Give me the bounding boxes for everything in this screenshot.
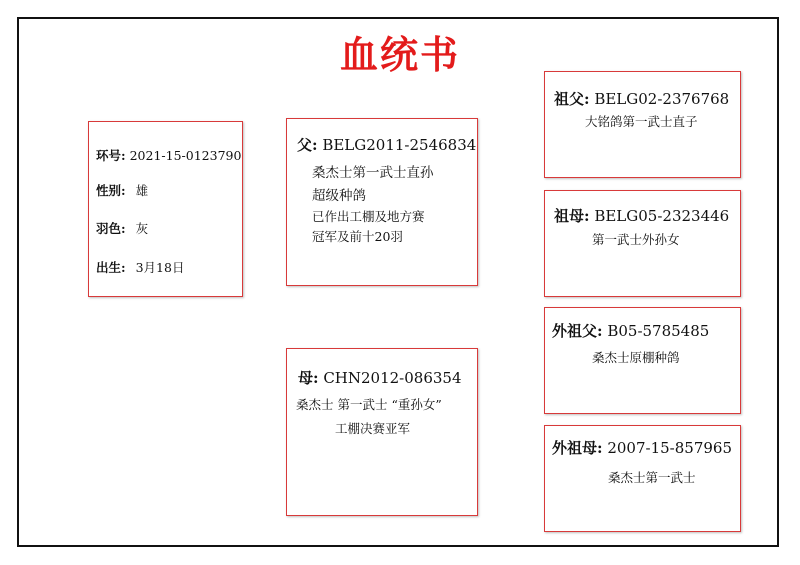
sex-label: 性别: <box>96 183 126 198</box>
birth-value: 3月18日 <box>135 260 185 275</box>
ring-number-value: 2021-15-0123790 <box>129 148 242 163</box>
maternal-grandmother-note: 桑杰士第一武士 <box>608 470 696 485</box>
color-row <box>96 219 148 237</box>
father-label: 父: <box>297 136 318 154</box>
father-note: 超级种鸽 <box>312 188 366 204</box>
father-header <box>297 134 476 155</box>
maternal-grandmother-ring: 2007-15-857965 <box>607 439 732 457</box>
maternal-grandfather-label: 外祖父: <box>552 322 603 340</box>
ring-number-label: 环号: <box>96 148 126 163</box>
grandmother-header <box>554 205 729 226</box>
pigeon-info-card <box>88 121 243 297</box>
document-title: 血统书 <box>339 33 460 77</box>
maternal-grandfather-note: 桑杰士原棚种鸽 <box>592 350 680 365</box>
ring-number-row <box>96 146 241 164</box>
sex-row <box>96 181 148 199</box>
father-ring: BELG2011-2546834 <box>322 136 477 154</box>
maternal-grandmother-label: 外祖母: <box>552 439 603 457</box>
color-label: 羽色: <box>96 221 126 236</box>
mother-ring: CHN2012-086354 <box>323 369 462 387</box>
father-card <box>286 118 478 286</box>
father-note: 桑杰士第一武士直孙 <box>312 165 434 181</box>
mother-header <box>298 367 462 388</box>
grandfather-ring: BELG02-2376768 <box>594 90 730 108</box>
grandmother-ring: BELG05-2323446 <box>594 207 730 225</box>
maternal-grandfather-ring: B05-5785485 <box>607 322 710 340</box>
birth-label: 出生: <box>96 260 126 275</box>
maternal-grandmother-header <box>552 437 732 458</box>
birth-row <box>96 258 184 276</box>
maternal-grandfather-header <box>552 320 709 341</box>
grandfather-note: 大铭鸽第一武士直子 <box>585 114 698 129</box>
grandmother-card <box>544 190 741 297</box>
father-note: 已作出工棚及地方赛 <box>312 209 425 224</box>
grandfather-label: 祖父: <box>554 90 590 108</box>
color-value: 灰 <box>135 221 149 236</box>
sex-value: 雄 <box>135 183 149 198</box>
grandmother-note: 第一武士外孙女 <box>592 232 680 247</box>
father-note: 冠军及前十20羽 <box>312 229 403 244</box>
maternal-grandmother-card <box>544 425 741 532</box>
grandmother-label: 祖母: <box>554 207 590 225</box>
mother-card <box>286 348 478 516</box>
grandfather-card <box>544 71 741 178</box>
mother-note: 桑杰士 第一武士 “重孙女” <box>296 397 442 412</box>
mother-label: 母: <box>298 369 319 387</box>
maternal-grandfather-card <box>544 307 741 414</box>
mother-note: 工棚决赛亚军 <box>335 421 411 436</box>
grandfather-header <box>554 88 729 109</box>
